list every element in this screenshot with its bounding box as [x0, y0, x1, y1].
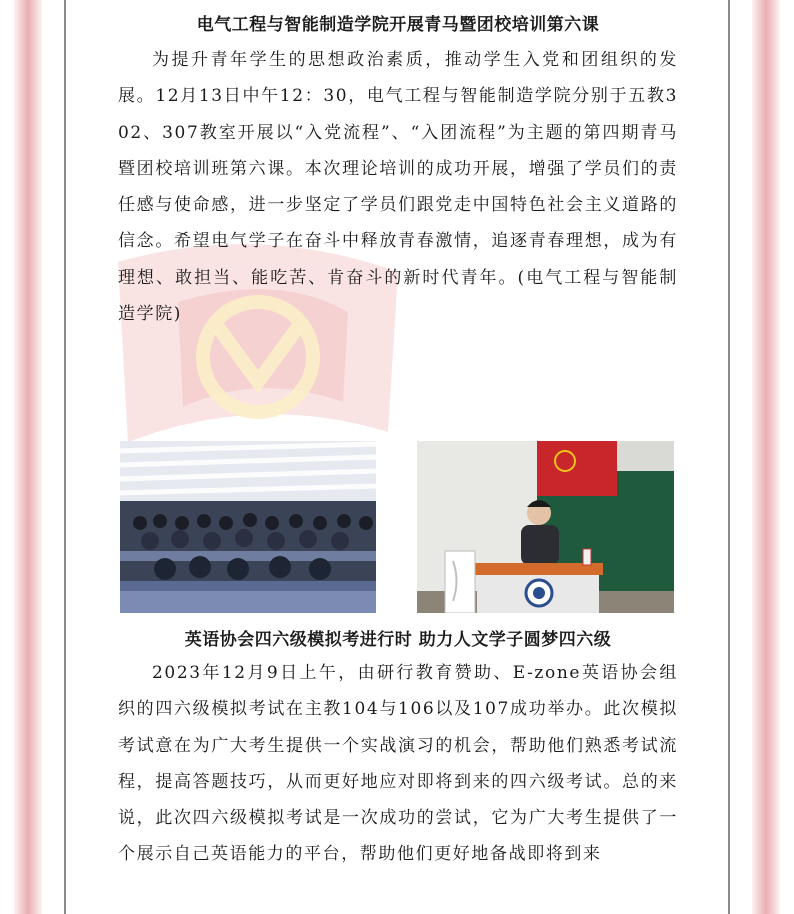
article-1-title: 电气工程与智能制造学院开展青马暨团校培训第六课	[196, 15, 600, 35]
article-2-body: 2023年12月9日上午，由研行教育赞助、E-zone英语协会组织的四六级模拟考试在主教104与106以及107成功举办。此次模拟考试意在为广大考生提供一个实战演习的机会，帮助他们熟悉考试流程，提高答题技巧，从而更好地应对即将到来的四六级考试。总的来说，此次四六级模拟考试是一次成功的尝试，它为广大考生提供了一个展示自己英语能力的平台，帮助他们更好地备战即将到来	[118, 663, 678, 865]
right-decorative-border	[752, 0, 780, 914]
right-page-rule	[728, 0, 730, 914]
lecture-hall-audience-photo	[120, 441, 376, 613]
left-decorative-border	[14, 0, 42, 914]
article-2-title: 英语协会四六级模拟考进行时 助力人文学子圆梦四六级	[184, 630, 612, 650]
left-page-rule	[64, 0, 66, 914]
article-1-body: 为提升青年学生的思想政治素质，推动学生入党和团组织的发展。12月13日中午12：30，电气工程与智能制造学院分别于五教302、307教室开展以“入党流程”、“入团流程”为主题的第四期青马暨团校培训班第六课。本次理论培训的成功开展，增强了学员们的责任感与使命感，进一步坚定了学员们跟党走中国特色社会主义道路的信念。希望电气学子在奋斗中释放青春激情，追逐青春理想，成为有理想、敢担当、能吃苦、肯奋斗的新时代青年。(电气工程与智能制造学院)	[118, 50, 678, 325]
speaker-at-podium-photo	[417, 441, 674, 613]
